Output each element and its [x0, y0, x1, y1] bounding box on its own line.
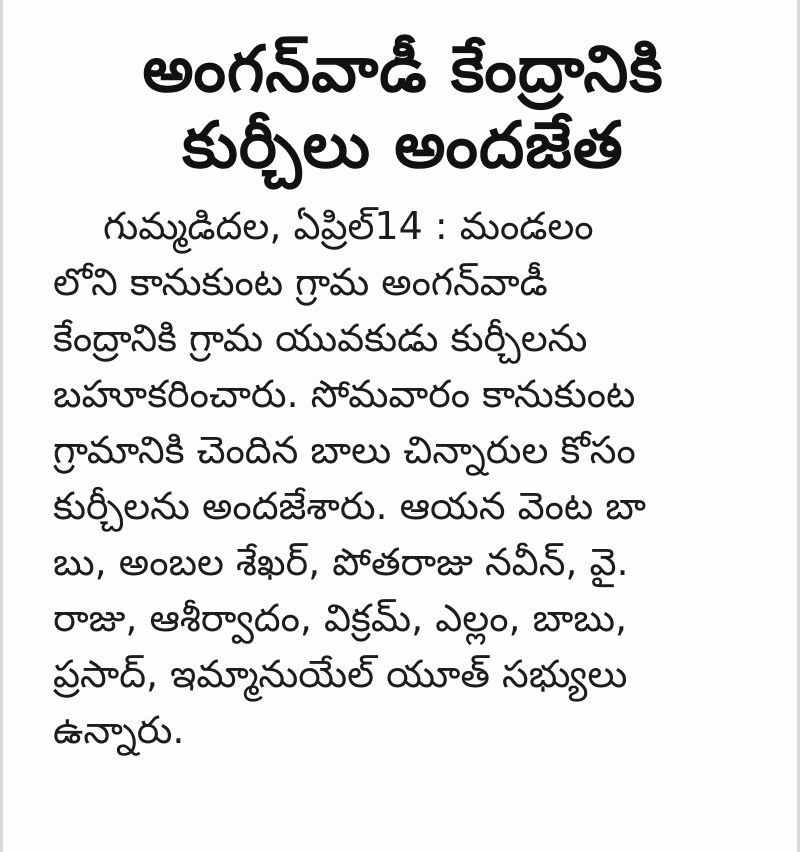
headline-line-2: కుర్చీలు అందజేత [182, 109, 624, 183]
article-line: గుమ్మడిదల, ఏప్రిల్14 : మండలం [103, 204, 594, 248]
article-line: బు, అంబల శేఖర్, పోతరాజు నవీన్, వై. [53, 540, 629, 584]
article-line: లోని కానుకుంట గ్రామ అంగన్‌వాడీ [53, 260, 548, 304]
headline [63, 32, 743, 184]
article-line: రాజు, ఆశీర్వాదం, విక్రమ్, ఎల్లం, బాబు, [53, 596, 628, 640]
article-line: గ్రామానికి చెందిన బాలు చిన్నారుల కోసం [53, 428, 636, 472]
article-line: కుర్చీలను అందజేశారు. ఆయన వెంట బా [53, 484, 647, 528]
article-body [53, 198, 753, 758]
article-line: ఉన్నారు. [53, 708, 185, 752]
article-line: కేంద్రానికి గ్రామ యువకుడు కుర్చీలను [53, 316, 588, 360]
article-line: ప్రసాద్, ఇమ్మానుయేల్ యూత్ సభ్యులు [53, 652, 628, 696]
headline-line-1: అంగన్‌వాడీ కేంద్రానికి [142, 33, 664, 107]
article-line: బహూకరించారు. సోమవారం కానుకుంట [53, 372, 636, 416]
